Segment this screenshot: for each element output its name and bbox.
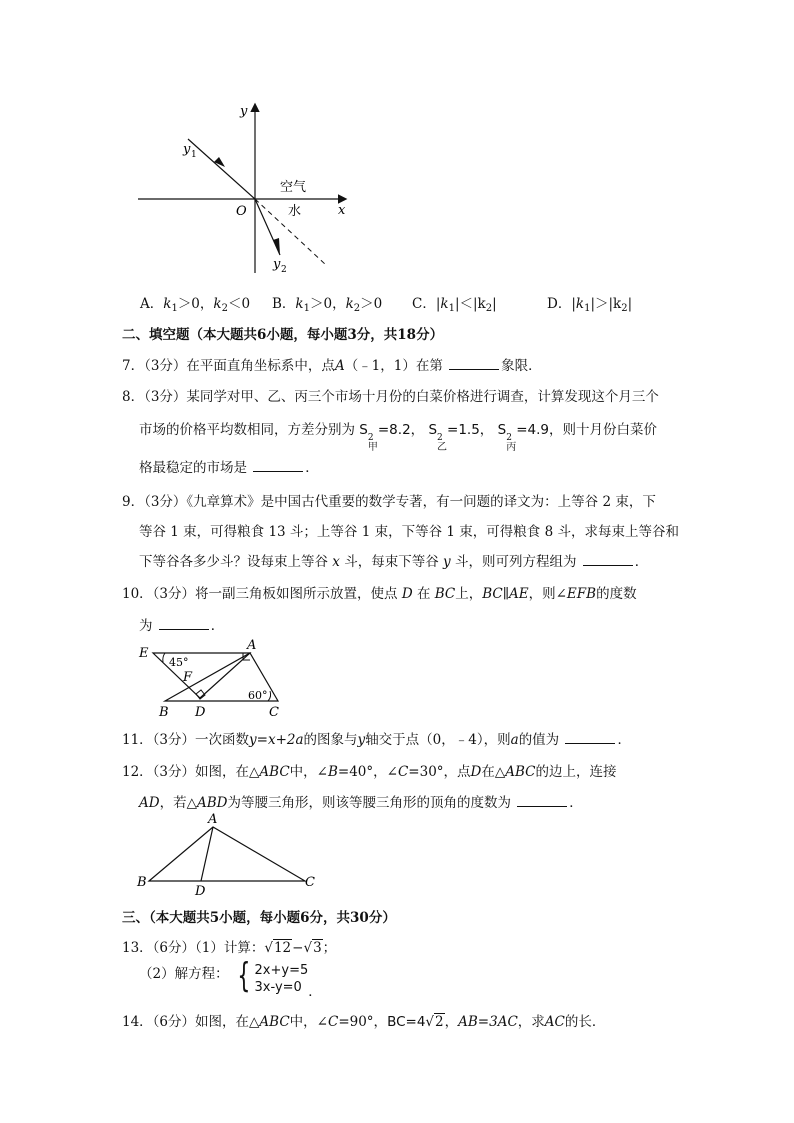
origin-label: O <box>236 204 247 219</box>
q12-text: 12．（3分）如图，在△ <box>122 764 260 780</box>
arrow-y2 <box>273 238 280 255</box>
section-2-heading: 二、填空题（本大题共6小题，每小题3分，共18分） <box>122 327 444 343</box>
question-14 <box>122 1010 605 1030</box>
q13-radicand2: 3 <box>313 940 322 956</box>
sqrt-icon-3: √ <box>425 1014 435 1030</box>
option-a-sub2: 2 <box>221 303 228 314</box>
label-b: B <box>137 875 147 890</box>
q14-mid2: ，求 <box>517 1014 545 1030</box>
q12-blank[interactable] <box>517 794 567 807</box>
q8-s2-sub: 乙 <box>437 442 448 453</box>
option-b-k1: k <box>295 296 304 312</box>
option-a-cond1: ＞0， <box>177 296 214 312</box>
q11-mid2: 轴交于点（0，﹣4），则 <box>365 732 511 748</box>
q14-end: 的长． <box>564 1014 606 1030</box>
label-b: B <box>159 705 169 720</box>
option-d-mid: |＞|k <box>590 296 622 312</box>
question-8-line3 <box>139 456 319 476</box>
q10-parallel: BC∥AE <box>482 586 529 602</box>
q12-abc: ABC <box>259 764 290 780</box>
option-c-mid: |＜|k <box>454 296 486 312</box>
option-d-sub2: 2 <box>621 303 628 314</box>
q9-var-y: y <box>443 554 451 570</box>
q14-mid: 中，∠ <box>289 1014 328 1030</box>
option-a-k1: k <box>163 296 172 312</box>
question-12-line1 <box>122 760 617 780</box>
q14-ab: AB=3AC <box>458 1014 518 1030</box>
q13-eq1: 2x+y=5 <box>254 963 309 978</box>
option-a-sub1: 1 <box>171 303 178 314</box>
question-9-line2: 等谷 1 束，可得粮食 13 斗；上等谷 1 束，下等谷 1 束，可得粮食 8 斗，求每束上等谷和 <box>139 524 679 540</box>
q11-post: 的值为 <box>518 732 560 748</box>
refraction-graph <box>130 95 370 285</box>
q10-bc: BC <box>434 586 456 602</box>
q12-line2-mid: ，若△ <box>159 795 197 811</box>
option-b-sub1: 1 <box>303 303 310 314</box>
x-label: x <box>338 203 346 218</box>
option-c-sub2: 2 <box>485 303 493 314</box>
q14-text: 14．（6分）如图，在△ <box>122 1014 260 1030</box>
q7-point: A <box>334 358 345 374</box>
q14-ac: AC <box>544 1014 565 1030</box>
y1-label: y <box>183 142 191 157</box>
q9-end: ． <box>634 554 649 570</box>
q8-end: ． <box>305 460 319 476</box>
label-c: C <box>305 875 315 890</box>
q12-b: B <box>327 764 338 780</box>
option-b-cond1: ＞0， <box>309 296 346 312</box>
sqrt-icon: √ <box>264 940 273 956</box>
q8-v2: =1.5， <box>447 422 494 438</box>
q8-s2-sup: 2 <box>437 433 443 443</box>
question-9-line3 <box>139 550 648 570</box>
question-8-line2 <box>139 418 657 453</box>
q8-line2-text: 市场的价格平均数相同，方差分别为 <box>139 422 355 438</box>
q10-text: 10．（3分）将一副三角板如图所示放置，使点 <box>122 586 398 602</box>
brace-icon: { <box>237 956 251 996</box>
y2-sub: 2 <box>281 265 287 275</box>
q12-b-val: =40°，∠ <box>337 764 398 780</box>
label-d: D <box>195 705 206 720</box>
q12-c-val: =30°，点 <box>408 764 471 780</box>
q8-s1-sup: 2 <box>367 433 374 443</box>
question-12-line2 <box>139 791 583 811</box>
q14-bc: BC=4 <box>387 1014 426 1030</box>
triangle-abc <box>149 827 305 881</box>
q8-s2: S <box>428 422 438 438</box>
option-a-cond2: ＜0 <box>227 296 251 312</box>
q12-d: D <box>470 764 482 780</box>
q8-v1: =8.2， <box>377 422 425 438</box>
label-a: A <box>247 638 257 653</box>
q11-text: 11．（3分）一次函数 <box>122 732 250 748</box>
q12-mid: 中，∠ <box>289 764 328 780</box>
option-b-k2: k <box>345 296 354 312</box>
q13-minus: − <box>292 940 304 956</box>
q7-text: 7．（3分）在平面直角坐标系中，点 <box>122 358 335 374</box>
label-c: C <box>269 705 279 720</box>
label-e: E <box>139 646 149 661</box>
label-d: D <box>195 884 206 898</box>
question-13-line2 <box>139 956 322 1000</box>
q10-end: 的度数 <box>596 586 637 602</box>
q13-line2-text: （2）解方程： <box>139 966 229 982</box>
q13-line2-end: ． <box>308 984 322 1000</box>
q8-s3: S <box>497 422 507 438</box>
y2-label: y <box>273 257 281 272</box>
question-8-line1: 8．（3分）某同学对甲、乙、丙三个市场十月份的白菜价格进行调查，计算发现这个月三个 <box>122 389 659 405</box>
q12-abd: ABD <box>196 795 228 811</box>
option-d-label: D． <box>547 296 572 312</box>
q8-s3-sup: 2 <box>506 433 512 443</box>
q14-comma: ， <box>444 1014 459 1030</box>
triangle-set-figure <box>135 638 295 720</box>
q11-blank[interactable] <box>565 731 615 744</box>
q9-var-x: x <box>332 554 340 570</box>
label-f: F <box>183 670 193 685</box>
option-d[interactable] <box>547 292 632 314</box>
y-label: y <box>240 104 248 119</box>
water-label: 水 <box>288 204 302 219</box>
option-b-sub2: 2 <box>353 303 361 314</box>
q14-c: C <box>327 1014 339 1030</box>
triangle-abc-figure <box>135 812 325 898</box>
q8-s3-sub: 丙 <box>506 442 517 453</box>
option-c-sub1: 1 <box>448 303 455 314</box>
q11-equation: y=x+2a <box>249 732 304 748</box>
option-b[interactable] <box>272 292 382 314</box>
option-d-k1: |k <box>571 296 585 312</box>
q13-line1-end: ； <box>322 940 337 956</box>
q10-line2-end: ． <box>210 618 225 634</box>
q10-blank[interactable] <box>159 617 209 630</box>
option-d-sub1: 1 <box>584 303 591 314</box>
arrow-y1 <box>214 157 225 167</box>
q7-coords: （﹣1，1）在第 <box>344 358 443 374</box>
q9-line3-mid: 斗，每束下等谷 <box>344 554 439 570</box>
q7-blank[interactable] <box>449 357 499 370</box>
question-7 <box>122 354 542 374</box>
q12-ad: AD <box>139 795 160 811</box>
option-a-label: A． <box>140 296 164 312</box>
option-c[interactable] <box>412 292 497 314</box>
option-a[interactable] <box>140 296 250 312</box>
question-13-line1 <box>122 936 336 956</box>
angle-arc-45 <box>163 653 165 662</box>
q13-eq2: 3x-y=0 <box>254 980 302 995</box>
q11-end: ． <box>617 732 631 748</box>
angle-arc-60 <box>268 691 271 701</box>
option-b-label: B． <box>272 296 296 312</box>
option-a-k2: k <box>213 296 222 312</box>
q12-on: 在△ <box>481 764 506 780</box>
question-10-line2 <box>139 614 224 634</box>
q14-c-val: =90°， <box>338 1014 388 1030</box>
option-c-k1: |k <box>435 296 449 312</box>
q14-radicand: 2 <box>435 1014 444 1030</box>
q9-line3-post: 斗，则可列方程组为 <box>454 554 577 570</box>
q10-angle: ，则∠ <box>528 586 567 602</box>
q10-mid: 上， <box>455 586 483 602</box>
angle-60-label: 60° <box>248 689 268 702</box>
option-d-end: | <box>627 296 633 312</box>
q10-point-d: D <box>401 586 413 602</box>
q11-mid: 的图象与 <box>303 732 358 748</box>
q9-line3-text: 下等谷各多少斗？设每束上等谷 <box>139 554 328 570</box>
q8-line3-text: 格最稳定的市场是 <box>139 460 247 476</box>
q10-line2-text: 为 <box>139 618 153 634</box>
q8-s1-sub: 甲 <box>367 442 378 453</box>
angle-45-label: 45° <box>169 656 189 669</box>
q12-abc2: ABC <box>505 764 536 780</box>
question-9-line1: 9．（3分）《九章算术》是中国古代重要的数学专著，有一问题的译文为：上等谷 2 束，下 <box>122 494 656 510</box>
q10-on: 在 <box>416 586 431 602</box>
q13-text: 13．（6分）（1）计算： <box>122 940 265 956</box>
q11-y: y <box>357 732 366 748</box>
question-11 <box>122 728 631 748</box>
q11-a: a <box>510 732 519 748</box>
q10-efb: EFB <box>566 586 597 602</box>
q14-abc: ABC <box>259 1014 290 1030</box>
sqrt-icon-2: √ <box>303 940 313 956</box>
option-b-cond2: ＞0 <box>360 296 383 312</box>
question-10-line1 <box>122 582 637 602</box>
line-y1 <box>188 139 255 199</box>
q9-blank[interactable] <box>583 553 633 566</box>
label-a: A <box>208 812 218 827</box>
air-label: 空气 <box>280 180 307 195</box>
q7-end: 象限． <box>501 358 542 374</box>
y1-sub: 1 <box>191 150 197 160</box>
option-c-end: | <box>492 296 497 312</box>
q6-options <box>140 292 250 314</box>
q12-line2-post: 为等腰三角形，则该等腰三角形的顶角的度数为 <box>227 795 511 811</box>
q8-blank[interactable] <box>253 459 303 472</box>
q8-s1: S <box>359 422 368 438</box>
q12-line1-end: 的边上，连接 <box>535 764 617 780</box>
q13-radicand1: 12 <box>273 940 292 956</box>
q12-end: ． <box>569 795 583 811</box>
section-3-heading: 三、（本大题共5小题，每小题6分，共30分） <box>122 910 396 926</box>
option-c-label: C． <box>412 296 436 312</box>
q8-v3: =4.9，则十月份白菜价 <box>516 422 657 438</box>
q12-c: C <box>397 764 409 780</box>
